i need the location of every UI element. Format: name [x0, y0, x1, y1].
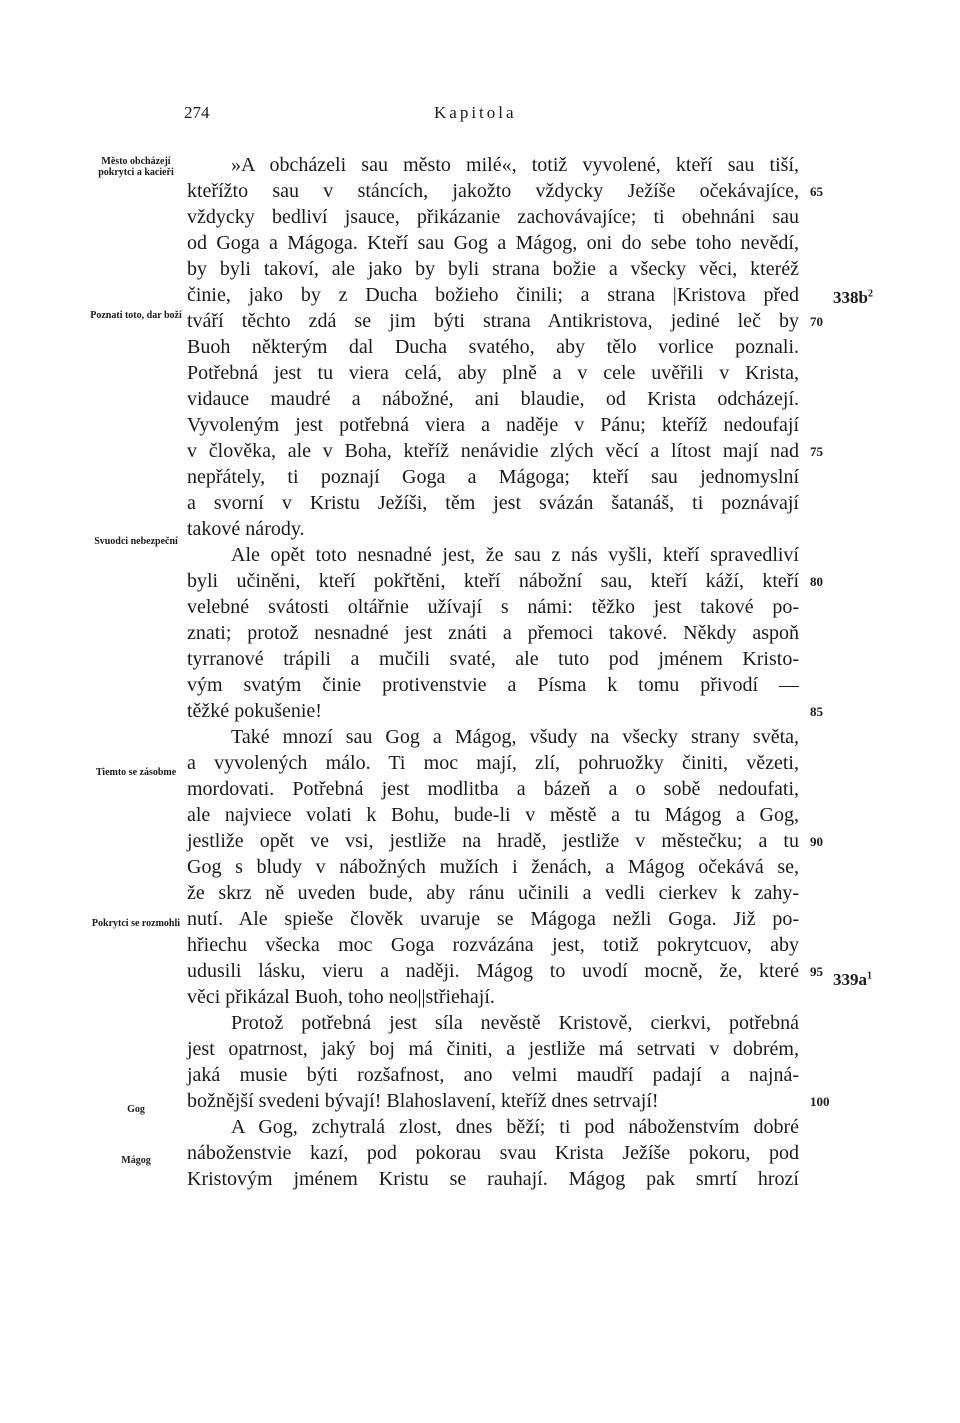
- text-line: vidauce maudré a nábožné, ani blaudie, od Krista odcházejí.: [187, 388, 799, 410]
- text-line: Ale opět toto nesnadné jest, že sau z nás vyšli, kteří spravedliví: [231, 544, 799, 566]
- text-line: ale najviece volati k Bohu, bude-li v městě a tu Mágog a Gog,: [187, 804, 799, 826]
- text-line: Vyvoleným jest potřebná viera a naděje v Pánu; kteříž nedoufají: [187, 414, 799, 436]
- text-line: božnější svedeni bývají! Blahoslavení, kteříž dnes setrvají!: [187, 1090, 659, 1112]
- text-line: Také mnozí sau Gog a Mágog, všudy na všecky strany světa,: [231, 726, 799, 748]
- text-line: vým svatým činie protivenstvie a Písma k tomu přivodí —: [187, 674, 799, 696]
- text-line: a vyvolených málo. Ti moc mají, zlí, pohruožky činiti, vězeti,: [187, 752, 799, 774]
- margin-note: Poznati toto, dar boží: [90, 310, 182, 321]
- margin-note: Gog: [127, 1104, 145, 1115]
- text-line: takové národy.: [187, 518, 305, 540]
- running-title: Kapitola: [434, 103, 517, 122]
- text-line: náboženstvie kazí, pod pokorau svau Krista Ježíše pokoru, pod: [187, 1142, 799, 1164]
- text-line: Kristovým jménem Kristu se rauhají. Mágog pak smrtí hrozí: [187, 1168, 799, 1190]
- text-line: v člověka, ale v Boha, kteříž nenávidie zlých věcí a lítost mají nad: [187, 440, 799, 462]
- text-line: věci přikázal Buoh, toho neo||střiehají.: [187, 986, 495, 1008]
- folio-mark: $338b^2$: [833, 288, 873, 307]
- text-line: A Gog, zchytralá zlost, dnes běží; ti pod náboženstvím dobré: [231, 1116, 799, 1138]
- body-text: [187, 152, 799, 1192]
- margin-note: Tiemto se zásobme: [95, 767, 177, 778]
- text-line: těžké pokušenie!: [187, 700, 322, 722]
- text-line: nepřátely, ti poznají Goga a Mágoga; kteří sau jednomyslní: [187, 466, 799, 488]
- page-header: [0, 103, 960, 127]
- text-line: nutí. Ale spieše člověk uvaruje se Mágoga nežli Goga. Již po-: [187, 908, 799, 930]
- text-line: Potřebná jest tu viera celá, aby plně a v cele uvěřili v Krista,: [187, 362, 799, 384]
- text-line: od Goga a Mágoga. Kteří sau Gog a Mágog, oni do sebe toho nevědí,: [187, 232, 799, 254]
- text-line: udusili lásku, vieru a naději. Mágog to uvodí mocně, že, které: [187, 960, 799, 982]
- text-line: a svorní v Kristu Ježíši, těm jest svázán šatanáš, ti poznávají: [187, 492, 799, 514]
- margin-note: Mágog: [121, 1155, 151, 1166]
- line-number: 65: [810, 184, 823, 199]
- text-line: by byli takoví, ale jako by byli strana božie a všecky věci, kteréž: [187, 258, 799, 280]
- text-line: činie, jako by z Ducha božieho činili; a strana |Kristova před: [187, 284, 799, 306]
- text-line: tváří těchto zdá se jim býti strana Antikristova, jediné leč by: [187, 310, 799, 332]
- line-number: 100: [810, 1094, 830, 1109]
- margin-note: Město obcházejí pokrytci a kacieři: [98, 156, 174, 178]
- margin-note: Svuodci nebezpeční: [94, 536, 178, 547]
- text-line: mordovati. Potřebná jest modlitba a bázeň a o sobě nedoufati,: [187, 778, 799, 800]
- text-line: byli učiněni, kteří pokřtěni, kteří nábožní sau, kteří káží, kteří: [187, 570, 799, 592]
- margin-note: Pokrytci se rozmohli: [91, 918, 181, 929]
- text-line: znati; protož nesnadné jest znáti a přemoci takové. Někdy aspoň: [187, 622, 799, 644]
- text-line: Buoh některým dal Ducha svatého, aby tělo vorlice poznali.: [187, 336, 799, 358]
- text-line: vždycky bedliví jsauce, přikázanie zachovávajíce; ti obehnáni sau: [187, 206, 799, 228]
- text-line: Gog s bludy v nábožných mužích i ženách, a Mágog očekává se,: [187, 856, 799, 878]
- line-number: 80: [810, 574, 823, 589]
- page-number: 274: [184, 103, 210, 122]
- text-line: hřiechu všecka moc Goga rozvázána jest, totiž pokrytcuov, aby: [187, 934, 799, 956]
- text-line: jest opatrnost, jaký boj má činiti, a jestliže má setrvati v dobrém,: [187, 1038, 799, 1060]
- line-number: 70: [810, 314, 823, 329]
- text-line: že skrz ně uveden bude, aby ránu učinili a vedli cierkev k zahy-: [187, 882, 799, 904]
- text-line: jaká musie býti rozšafnost, ano velmi maudří padají a najná-: [187, 1064, 799, 1086]
- line-number: 90: [810, 834, 823, 849]
- text-line: velebné svátosti oltářnie užívají s námi: těžko jest takové po-: [187, 596, 799, 618]
- line-number: 95: [810, 964, 823, 979]
- text-line: Protož potřebná jest síla nevěstě Kristově, cierkvi, potřebná: [231, 1012, 799, 1034]
- text-line: tyrranové trápili a mučili svaté, ale tuto pod jménem Kristo-: [187, 648, 799, 670]
- text-line: »A obcházeli sau město milé«, totiž vyvolené, kteří sau tiší,: [231, 154, 799, 176]
- line-number: 75: [810, 444, 823, 459]
- text-line: kteřížto sau v stáncích, jakožto vždycky Ježíše očekávajíce,: [187, 180, 799, 202]
- line-number: 85: [810, 704, 823, 719]
- folio-mark: $339a^1$: [833, 970, 872, 989]
- text-line: jestliže opět ve vsi, jestliže na hradě, jestliže v městečku; a tu: [187, 830, 799, 852]
